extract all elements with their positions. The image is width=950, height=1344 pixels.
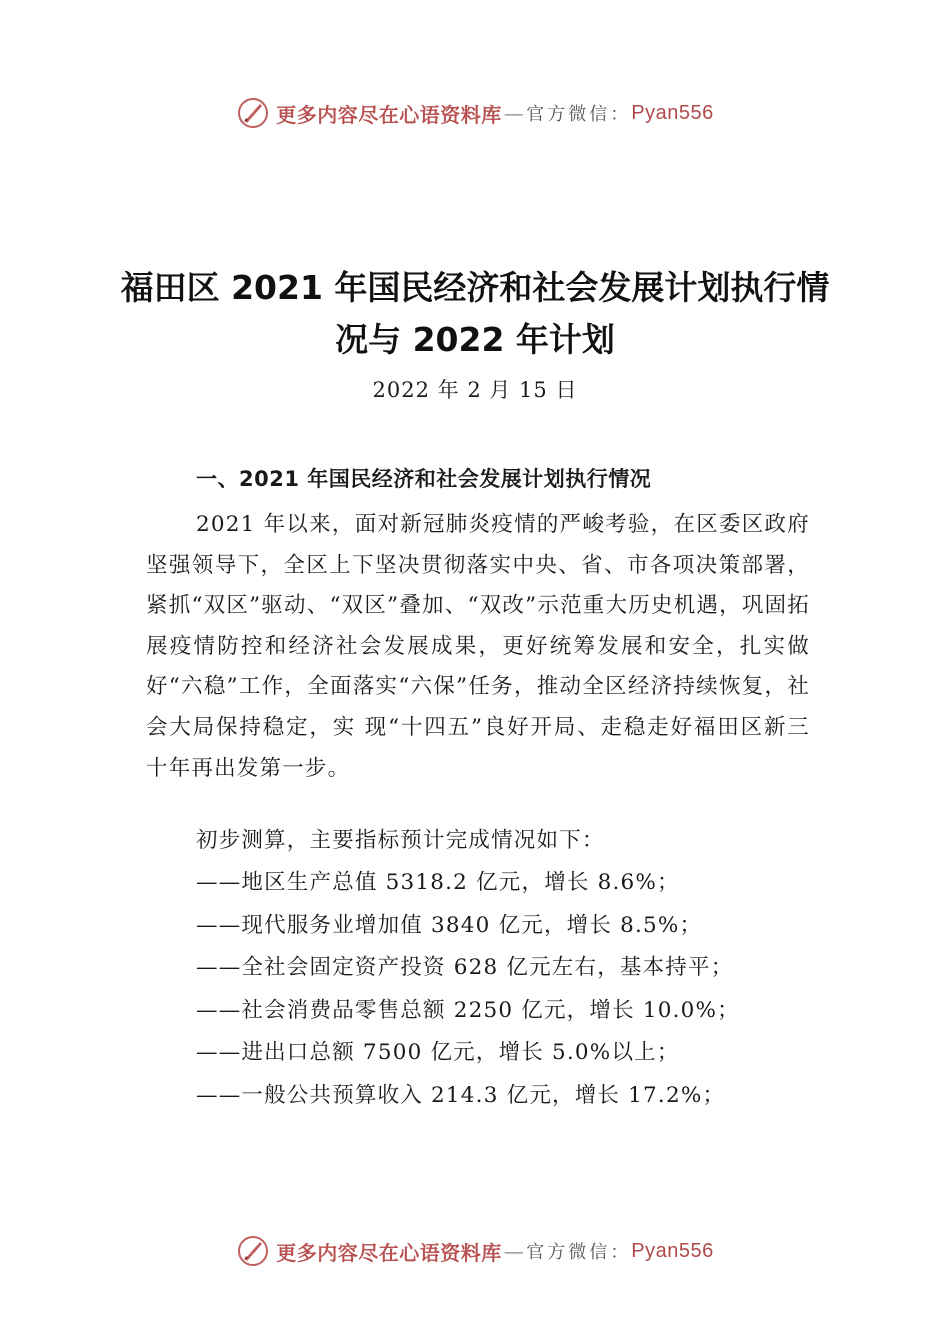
watermark-official-label: 官方微信： [526,1242,632,1263]
document-date: 2022 年 2 月 15 日 [372,378,578,402]
watermark-official-label: 官方微信： [526,104,632,125]
header-watermark [0,96,950,130]
watermark-text: 更多内容尽在心语资料库 [276,1240,502,1265]
indicators-intro: 初步测算，主要指标预计完成情况如下： [196,828,605,853]
watermark-wechat-id: Pyan556 [631,101,714,124]
watermark-text: 更多内容尽在心语资料库 [276,102,502,127]
quill-pen-icon [236,1234,270,1268]
watermark-separator: — [503,1239,525,1263]
indicator-list [196,862,740,1117]
list-item: ——全社会固定资产投资 628 亿元左右，基本持平； [196,955,734,980]
list-item: ——社会消费品零售总额 2250 亿元，增长 10.0%； [196,997,740,1023]
list-item: ——一般公共预算收入 214.3 亿元，增长 17.2%； [196,1082,726,1108]
footer-watermark [0,1234,950,1268]
section-heading: 一、2021 年国民经济和社会发展计划执行情况 [196,467,652,491]
list-item: ——地区生产总值 5318.2 亿元，增长 8.6%； [196,870,680,895]
document-title: 福田区 2021 年国民经济和社会发展计划执行情况与 2022 年计划 [120,268,830,359]
watermark-wechat-id: Pyan556 [631,1239,714,1262]
list-item: ——现代服务业增加值 3840 亿元，增长 8.5%； [196,912,703,938]
watermark-separator: — [503,101,525,125]
body-paragraph: 2021 年以来，面对新冠肺炎疫情的严峻考验，在区委区政府坚强领导下，全区上下坚决贯彻落实中央、省、市各项决策部署，紧抓“双区”驱动、“双区”叠加、“双改”示范重大历史机遇，巩固拓展疫情防控和经济社会发展成果，更好统筹发展和安全，扎实做好“六稳”工作，全面落实“六保”任务，推动全区经济持续恢复，社会大局保持稳定，实 现“十四五”良好开局、走稳走好福田区新三十年再出发第一步。 [146,512,810,781]
list-item: ——进出口总额 7500 亿元，增长 5.0%以上； [196,1040,680,1065]
quill-pen-icon [236,96,270,130]
